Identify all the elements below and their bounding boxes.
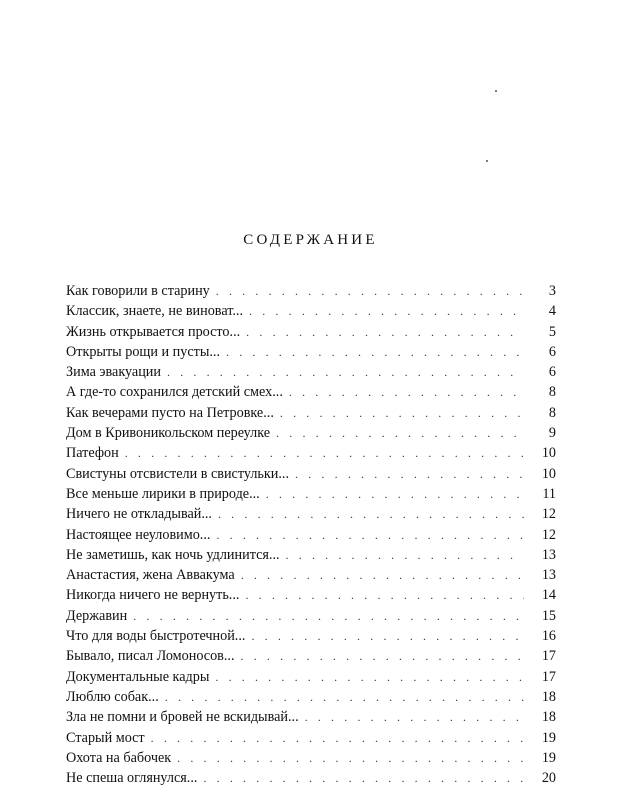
- toc-leader-dots: [266, 484, 524, 504]
- toc-entry-title: Дом в Кривоникольском переулке: [66, 425, 271, 442]
- page-speck: [495, 90, 497, 92]
- toc-entry-page: 14: [541, 587, 556, 604]
- page-speck: [486, 160, 488, 162]
- toc-entry[interactable]: [66, 525, 556, 545]
- toc-leader-dots: [203, 768, 524, 788]
- toc-entry-page: 19: [541, 729, 556, 746]
- toc-leader-dots: [216, 281, 524, 301]
- toc-leader-dots: [251, 626, 524, 646]
- toc-entry-page: 17: [541, 668, 556, 685]
- toc-entry-page: 6: [548, 343, 556, 360]
- toc-entry[interactable]: [66, 606, 556, 626]
- toc-entry-title: А где-то сохранился детский смех...: [66, 384, 283, 401]
- toc-entry-page: 16: [541, 628, 556, 645]
- toc-entry-title: Классик, знаете, не виноват...: [66, 303, 244, 320]
- toc-entry[interactable]: [66, 768, 556, 788]
- toc-leader-dots: [177, 748, 524, 768]
- toc-entry-title: Зла не помни и бровей не вскидывай...: [66, 709, 299, 726]
- toc-entry-page: 3: [548, 283, 556, 299]
- toc-entry-page: 19: [541, 749, 556, 766]
- toc-leader-dots: [226, 342, 524, 362]
- toc-entry-title: Документальные кадры: [66, 668, 210, 685]
- toc-entry-title: Свистуны отсвистели в свистульки...: [66, 465, 290, 482]
- toc-leader-dots: [133, 606, 524, 626]
- toc-leader-dots: [249, 301, 524, 321]
- toc-entry[interactable]: [66, 687, 556, 707]
- toc-entry-title: Открыты рощи и пусты...: [66, 343, 220, 360]
- toc-entry-title: Не заметишь, как ночь удлинится...: [66, 546, 280, 563]
- toc-entry[interactable]: [66, 382, 556, 402]
- toc-entry-page: 12: [541, 526, 556, 543]
- toc-leader-dots: [295, 464, 524, 484]
- toc-entry-page: 17: [541, 648, 556, 665]
- toc-entry-page: 6: [548, 364, 556, 381]
- toc-entry[interactable]: [66, 423, 556, 443]
- toc-entry[interactable]: [66, 362, 556, 382]
- toc-leader-dots: [289, 382, 524, 402]
- toc-entry[interactable]: [66, 443, 556, 463]
- toc-entry-title: Патефон: [66, 445, 119, 462]
- table-of-contents: [66, 281, 556, 788]
- toc-entry[interactable]: [66, 322, 556, 342]
- toc-leader-dots: [286, 545, 524, 565]
- toc-entry-title: Жизнь открывается просто...: [66, 323, 241, 340]
- toc-entry-title: Все меньше лирики в природе...: [66, 485, 260, 502]
- toc-entry-title: Как говорили в старину: [66, 283, 210, 299]
- toc-leader-dots: [151, 728, 524, 748]
- toc-entry-page: 13: [541, 546, 556, 563]
- toc-leader-dots: [167, 362, 524, 382]
- toc-entry-title: Как вечерами пусто на Петровке...: [66, 404, 274, 421]
- toc-entry[interactable]: [66, 565, 556, 585]
- toc-entry-page: 8: [548, 384, 556, 401]
- toc-entry-title: Никогда ничего не вернуть...: [66, 587, 240, 604]
- toc-entry-title: Анастастия, жена Аввакума: [66, 567, 235, 584]
- toc-entry-title: Не спеша оглянулся...: [66, 770, 198, 787]
- toc-leader-dots: [246, 322, 524, 342]
- toc-entry[interactable]: [66, 748, 556, 768]
- toc-entry-page: 9: [548, 425, 556, 442]
- toc-entry[interactable]: [66, 585, 556, 605]
- toc-entry-page: 10: [541, 445, 556, 462]
- toc-entry[interactable]: [66, 646, 556, 666]
- toc-entry-title: Зима эвакуации: [66, 364, 161, 381]
- toc-entry-title: Охота на бабочек: [66, 749, 172, 766]
- toc-entry-page: 11: [542, 485, 556, 502]
- page-title: СОДЕРЖАНИЕ: [243, 232, 378, 248]
- toc-entry-page: 10: [541, 465, 556, 482]
- toc-entry[interactable]: [66, 281, 556, 301]
- toc-leader-dots: [241, 646, 524, 666]
- toc-entry[interactable]: [66, 464, 556, 484]
- toc-entry-page: 18: [541, 709, 556, 726]
- toc-entry-page: 4: [548, 303, 556, 320]
- toc-entry[interactable]: [66, 707, 556, 727]
- toc-entry[interactable]: [66, 301, 556, 321]
- toc-leader-dots: [276, 423, 524, 443]
- toc-entry[interactable]: [66, 728, 556, 748]
- toc-leader-dots: [305, 707, 524, 727]
- toc-entry-page: 5: [548, 323, 556, 340]
- toc-entry-title: Что для воды быстротечной...: [66, 628, 246, 645]
- toc-entry[interactable]: [66, 545, 556, 565]
- toc-leader-dots: [216, 525, 524, 545]
- toc-leader-dots: [165, 687, 524, 707]
- toc-entry[interactable]: [66, 342, 556, 362]
- toc-entry[interactable]: [66, 403, 556, 423]
- toc-entry-page: 8: [548, 404, 556, 421]
- toc-entry-page: 18: [541, 688, 556, 705]
- toc-entry-title: Бывало, писал Ломоносов...: [66, 648, 235, 665]
- toc-entry-title: Державин: [66, 607, 128, 624]
- toc-entry[interactable]: [66, 484, 556, 504]
- toc-entry-page: 13: [541, 567, 556, 584]
- toc-leader-dots: [125, 443, 524, 463]
- toc-entry-title: Люблю собак...: [66, 688, 159, 705]
- toc-leader-dots: [245, 585, 524, 605]
- toc-leader-dots: [280, 403, 524, 423]
- toc-entry[interactable]: [66, 667, 556, 687]
- toc-entry[interactable]: [66, 626, 556, 646]
- toc-entry-title: Ничего не откладывай...: [66, 506, 212, 523]
- toc-entry-page: 15: [541, 607, 556, 624]
- toc-entry-title: Настоящее неуловимо...: [66, 526, 211, 543]
- toc-entry[interactable]: [66, 504, 556, 524]
- toc-leader-dots: [215, 667, 524, 687]
- toc-entry-page: 20: [541, 770, 556, 787]
- toc-entry-page: 12: [541, 506, 556, 523]
- toc-entry-title: Старый мост: [66, 729, 145, 746]
- toc-leader-dots: [218, 504, 524, 524]
- toc-leader-dots: [241, 565, 524, 585]
